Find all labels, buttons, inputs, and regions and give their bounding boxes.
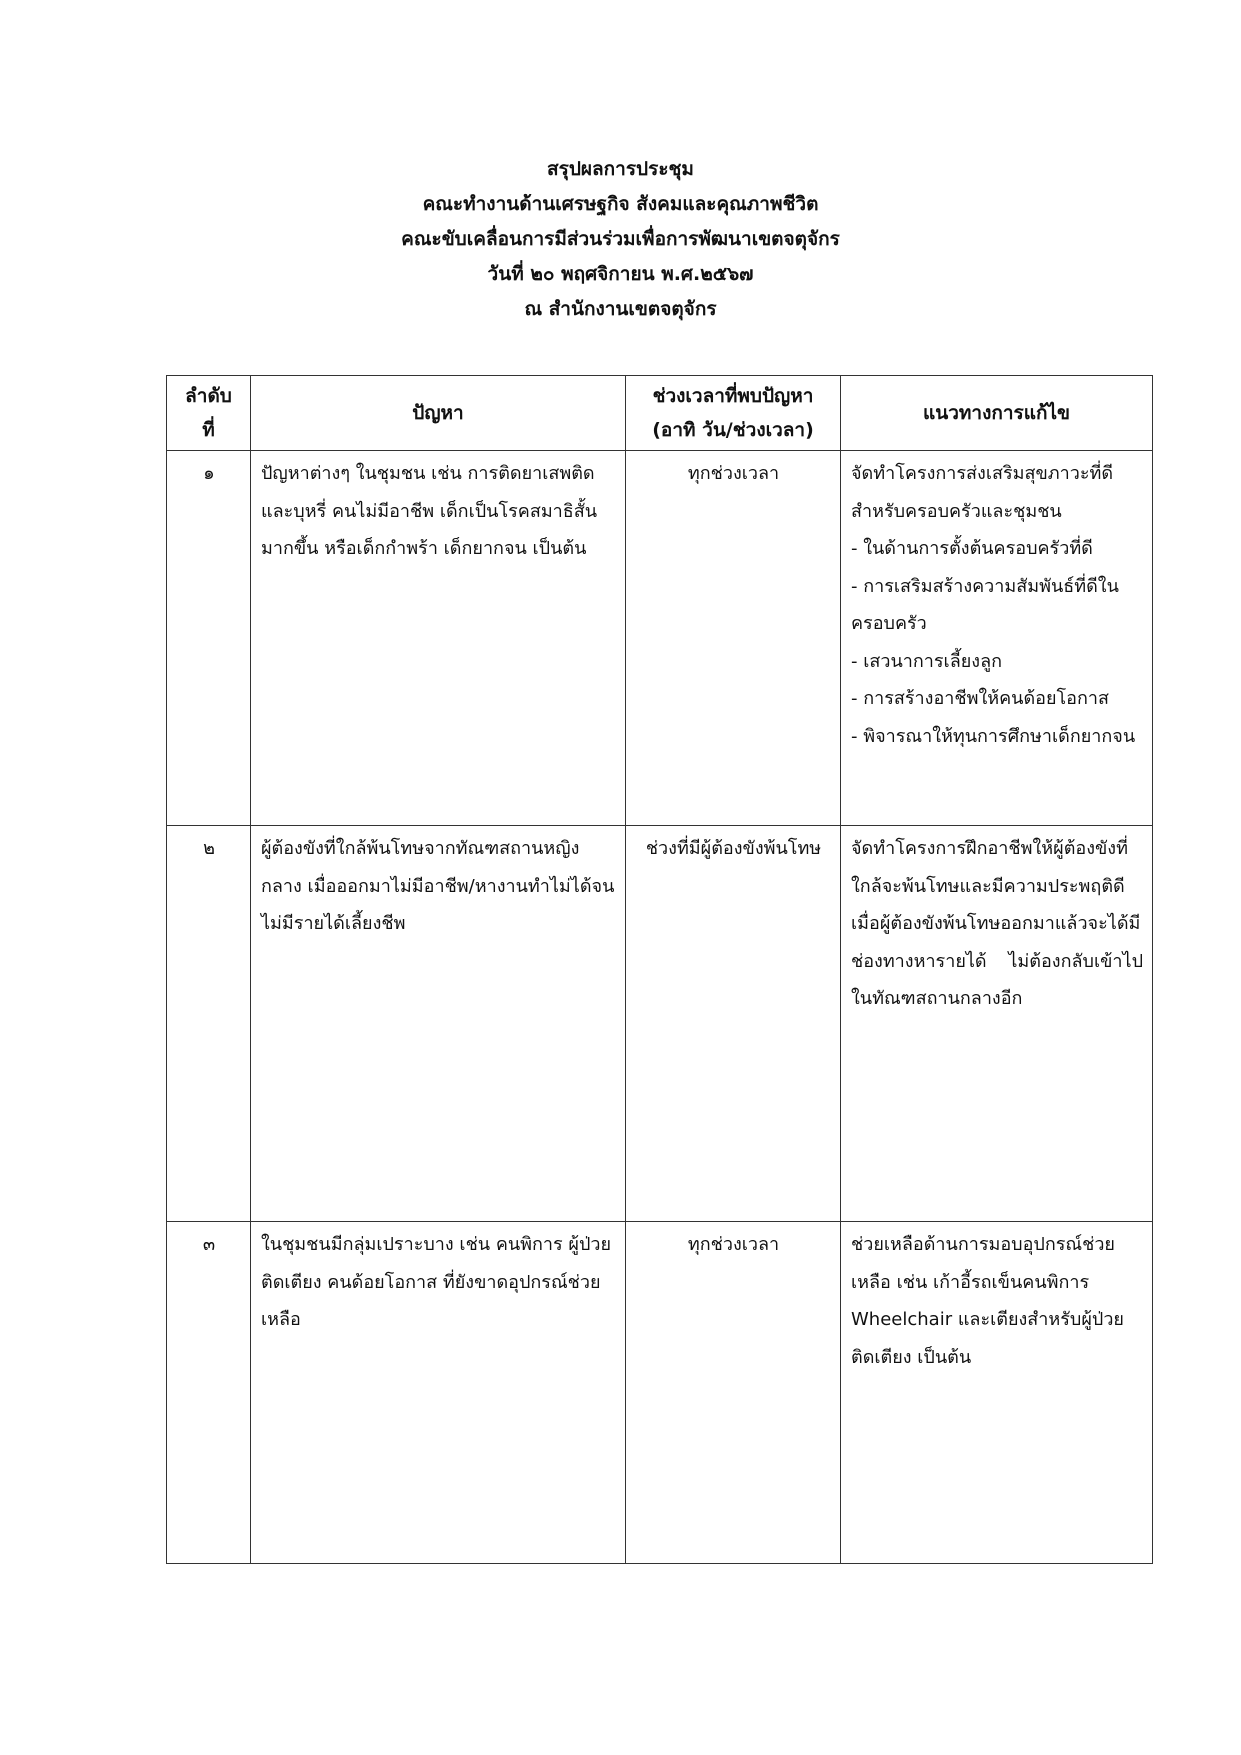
- table-header-row: [167, 376, 1153, 451]
- solution-line: จัดทำโครงการส่งเสริมสุขภาวะที่ดีสำหรับครอบครัวและชุมชน: [851, 463, 1114, 522]
- solution-line: - พิจารณาให้ทุนการศึกษาเด็กยากจน: [851, 725, 1136, 747]
- working-group-name: คณะทำงานด้านเศรษฐกิจ สังคมและคุณภาพชีวิต: [422, 193, 819, 215]
- row-number: ๑: [167, 451, 251, 826]
- solution-line: ช่วยเหลือด้านการมอบอุปกรณ์ช่วยเหลือ เช่น เก้าอี้รถเข็นคนพิการ Wheelchair และเตียงสำหรับผู้ป่วยติดเตียง เป็นต้น: [851, 1234, 1124, 1368]
- header-period: ช่วงเวลาที่พบปัญหา (อาทิ วัน/ช่วงเวลา): [626, 376, 841, 451]
- table-row: [167, 826, 1153, 1222]
- row-period: ทุกช่วงเวลา: [626, 451, 841, 826]
- committee-name: คณะขับเคลื่อนการมีส่วนร่วมเพื่อการพัฒนาเขตจตุจักร: [401, 228, 840, 250]
- row-period: ทุกช่วงเวลา: [626, 1222, 841, 1564]
- row-period: ช่วงที่มีผู้ต้องขังพ้นโทษ: [626, 826, 841, 1222]
- solution-line: - ในด้านการตั้งต้นครอบครัวที่ดี: [851, 538, 1093, 559]
- row-solution: [841, 451, 1153, 826]
- solution-line: จัดทำโครงการฝึกอาชีพให้ผู้ต้องขังที่ใกล้จะพ้นโทษและมีความประพฤติดี เมื่อผู้ต้องขังพ้นโทษออกมาแล้วจะได้มีช่องทางหารายได้ ไม่ต้องกลับเข้าไปในทัณฑสถานกลางอีก: [851, 838, 1143, 1009]
- row-problem: ปัญหาต่างๆ ในชุมชน เช่น การติดยาเสพติดและบุหรี่ คนไม่มีอาชีพ เด็กเป็นโรคสมาธิสั้นมากขึ้น หรือเด็กกำพร้า เด็กยากจน เป็นต้น: [251, 451, 626, 826]
- meeting-date: วันที่ ๒๐ พฤศจิกายน พ.ศ.๒๕๖๗: [487, 263, 754, 285]
- row-problem: ผู้ต้องขังที่ใกล้พ้นโทษจากทัณฑสถานหญิงกลาง เมื่อออกมาไม่มีอาชีพ/หางานทำไม่ได้จนไม่มีรายได้เลี้ยงชีพ: [251, 826, 626, 1222]
- row-solution: [841, 826, 1153, 1222]
- header-problem: ปัญหา: [251, 376, 626, 451]
- document-title: สรุปผลการประชุม: [547, 158, 694, 180]
- row-number: ๓: [167, 1222, 251, 1564]
- meeting-location: ณ สำนักงานเขตจตุจักร: [524, 298, 717, 320]
- row-solution: [841, 1222, 1153, 1564]
- table-row: [167, 451, 1153, 826]
- solution-line: - เสวนาการเลี้ยงลูก: [851, 650, 1002, 672]
- solution-line: - การเสริมสร้างความสัมพันธ์ที่ดีในครอบครัว: [851, 575, 1119, 634]
- document-header: [0, 152, 1241, 327]
- row-problem: ในชุมชนมีกลุ่มเปราะบาง เช่น คนพิการ ผู้ป่วยติดเตียง คนด้อยโอกาส ที่ยังขาดอุปกรณ์ช่วยเหลือ: [251, 1222, 626, 1564]
- solution-line: - การสร้างอาชีพให้คนด้อยโอกาส: [851, 688, 1109, 709]
- header-no: ลำดับ ที่: [167, 376, 251, 451]
- header-solution: แนวทางการแก้ไข: [841, 376, 1153, 451]
- table-row: [167, 1222, 1153, 1564]
- summary-table: [166, 375, 1153, 1564]
- row-number: ๒: [167, 826, 251, 1222]
